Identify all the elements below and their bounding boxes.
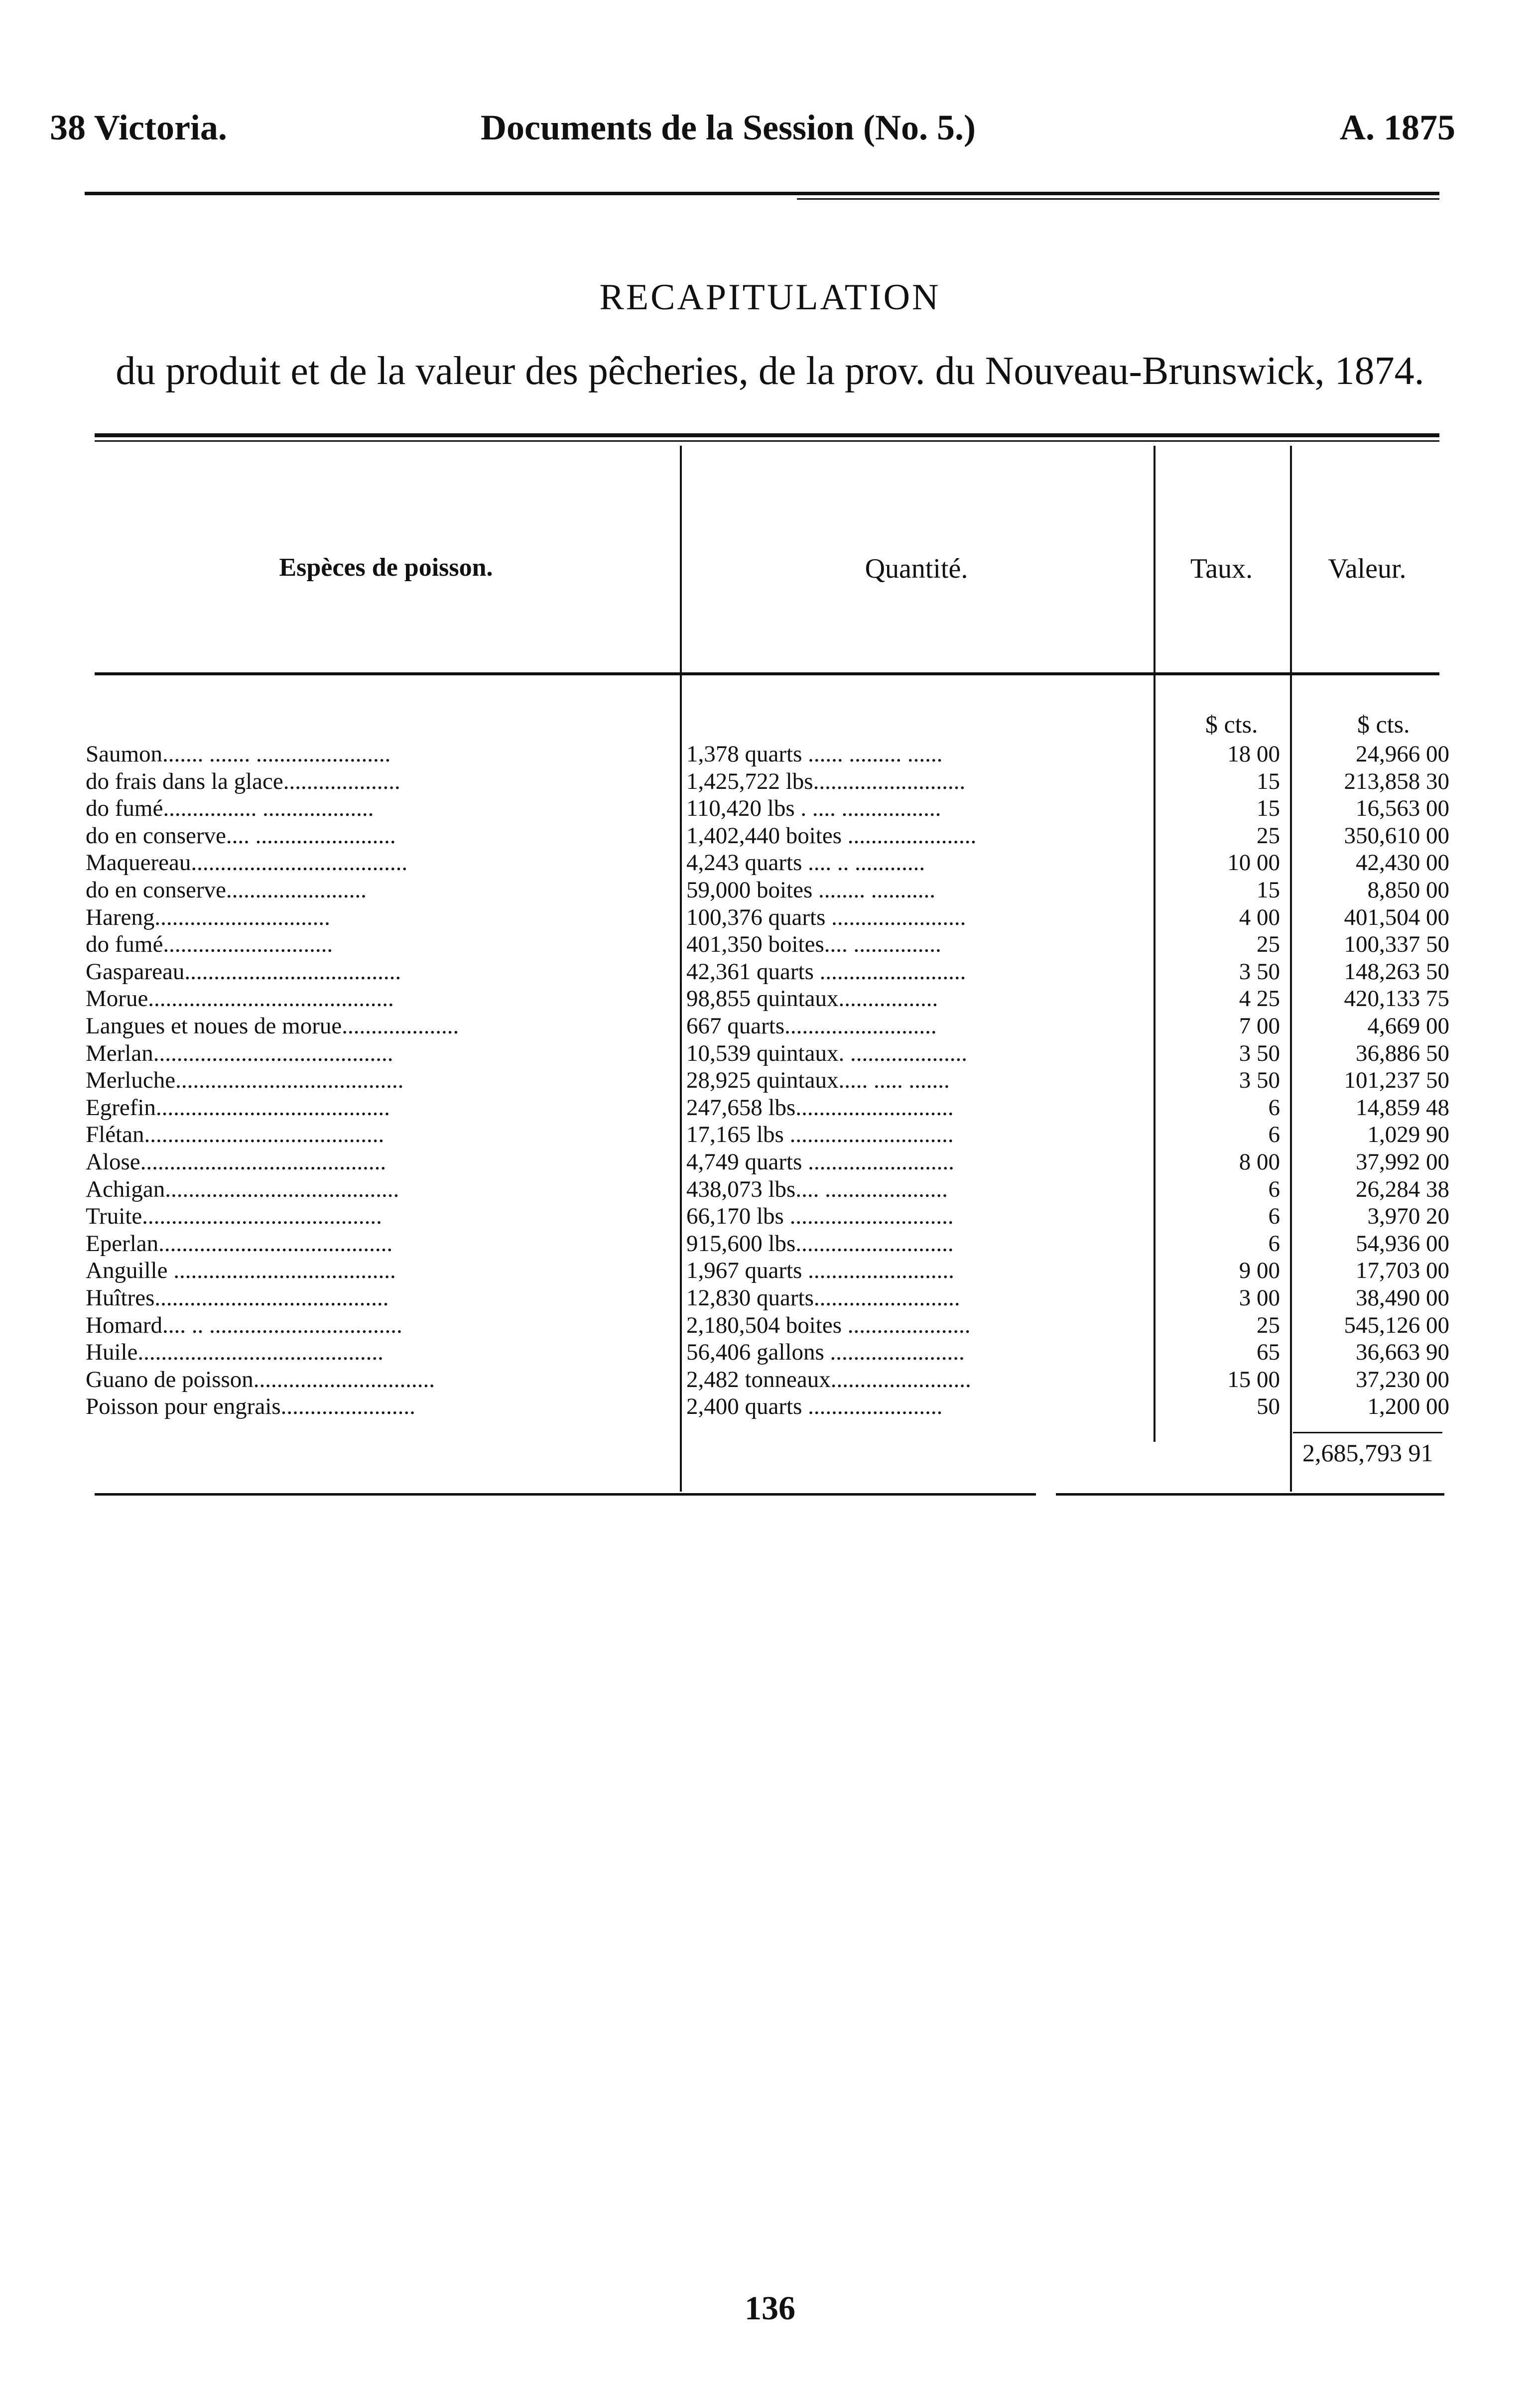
header-rule-thin [797, 198, 1439, 200]
column-header-species: Espèces de poisson. [279, 553, 493, 582]
quantity-cell: 1,967 quarts ......................... [686, 1258, 954, 1284]
quantity-cell: 100,376 quarts ....................... [686, 904, 966, 930]
rate-cell: 3 50 [1239, 1067, 1280, 1094]
value-cell: 38,490 00 [1356, 1285, 1449, 1311]
species-cell: Hareng.............................. [86, 904, 330, 930]
species-cell: Merluche....................................... [86, 1067, 404, 1094]
column-header-value: Valeur. [1328, 553, 1407, 584]
quantity-cell: 2,482 tonneaux........................ [686, 1366, 971, 1392]
value-cell: 420,133 75 [1344, 986, 1449, 1012]
species-cell: do fumé................ ................... [86, 795, 374, 822]
value-cell: 350,610 00 [1344, 822, 1449, 849]
table-row [0, 1339, 1540, 1366]
rate-cell: 4 25 [1239, 986, 1280, 1012]
table-row [0, 877, 1540, 903]
rate-cell: 6 [1268, 1094, 1280, 1121]
rate-cell: 15 [1257, 795, 1280, 822]
rate-cell: 9 00 [1239, 1258, 1280, 1284]
quantity-cell: 2,400 quarts ....................... [686, 1393, 943, 1420]
species-cell: Alose.......................................... [86, 1149, 386, 1175]
table-bottom-rule [95, 1493, 1036, 1496]
value-cell: 26,284 38 [1356, 1176, 1449, 1202]
rate-cell: 6 [1268, 1230, 1280, 1257]
rate-cell: 3 50 [1239, 958, 1280, 985]
quantity-cell: 66,170 lbs ............................ [686, 1203, 954, 1230]
table-row [0, 1230, 1540, 1257]
table-row [0, 985, 1540, 1012]
table-row [0, 1176, 1540, 1203]
species-cell: Eperlan........................................ [86, 1230, 393, 1257]
quantity-cell: 28,925 quintaux..... ..... ....... [686, 1067, 950, 1094]
table-row [0, 1366, 1540, 1393]
total-rule [1293, 1432, 1442, 1433]
quantity-cell: 10,539 quintaux. .................... [686, 1040, 967, 1066]
quantity-cell: 1,425,722 lbs.......................... [686, 768, 966, 794]
quantity-cell: 4,749 quarts ......................... [686, 1149, 954, 1175]
table-bottom-rule-right [1056, 1493, 1444, 1496]
value-cell: 3,970 20 [1367, 1203, 1449, 1230]
species-cell: do en conserve.... ........................ [86, 822, 396, 849]
quantity-cell: 667 quarts.......................... [686, 1013, 937, 1039]
quantity-cell: 401,350 boites.... ............... [686, 931, 941, 958]
header-rule [85, 192, 1439, 195]
rate-cell: 10 00 [1227, 850, 1280, 876]
quantity-cell: 59,000 boites ........ ........... [686, 877, 936, 903]
species-cell: do fumé............................. [86, 931, 333, 958]
species-cell: do frais dans la glace.................... [86, 768, 400, 794]
species-cell: Truite......................................... [86, 1203, 382, 1230]
species-cell: Poisson pour engrais....................... [86, 1393, 415, 1420]
value-cell: 100,337 50 [1344, 931, 1449, 958]
species-cell: Saumon....... ....... ....................... [86, 741, 391, 767]
value-cell: 545,126 00 [1344, 1312, 1449, 1338]
species-cell: Anguille ...................................... [86, 1258, 396, 1284]
table-top-rule [95, 433, 1439, 437]
rate-cell: 6 [1268, 1203, 1280, 1230]
rate-cell: 15 00 [1227, 1366, 1280, 1392]
rate-cell: 6 [1268, 1122, 1280, 1148]
species-cell: Gaspareau..................................... [86, 958, 401, 985]
table-row [0, 1094, 1540, 1121]
header-year: A. 1875 [1340, 108, 1455, 147]
table-row [0, 795, 1540, 822]
quantity-cell: 1,378 quarts ...... ......... ...... [686, 741, 943, 767]
total-value: 2,685,793 91 [1302, 1439, 1433, 1467]
table-row [0, 822, 1540, 849]
rate-cell: 7 00 [1239, 1013, 1280, 1039]
rate-cell: 4 00 [1239, 904, 1280, 930]
rate-cell: 25 [1257, 1312, 1280, 1338]
quantity-cell: 915,600 lbs........................... [686, 1230, 954, 1257]
quantity-cell: 2,180,504 boites ..................... [686, 1312, 971, 1338]
table-row [0, 1257, 1540, 1284]
value-cell: 4,669 00 [1367, 1013, 1449, 1039]
value-cell: 213,858 30 [1344, 768, 1449, 794]
rate-cell: 3 50 [1239, 1040, 1280, 1066]
value-cell: 17,703 00 [1356, 1258, 1449, 1284]
rate-cell: 15 [1257, 877, 1280, 903]
header-documents: Documents de la Session (No. 5.) [481, 108, 976, 147]
species-cell: Merlan......................................... [86, 1040, 393, 1066]
rate-cell: 18 00 [1227, 741, 1280, 767]
quantity-cell: 438,073 lbs.... ..................... [686, 1176, 948, 1202]
value-cell: 1,200 00 [1367, 1393, 1449, 1420]
rate-cell: 6 [1268, 1176, 1280, 1202]
rate-cell: 3 00 [1239, 1285, 1280, 1311]
quantity-cell: 98,855 quintaux................. [686, 986, 938, 1012]
table-row [0, 849, 1540, 876]
species-cell: Maquereau..................................... [86, 850, 408, 876]
value-cell: 36,886 50 [1356, 1040, 1449, 1066]
table-row [0, 1121, 1540, 1148]
table-row [0, 931, 1540, 958]
rate-cell: 25 [1257, 931, 1280, 958]
quantity-cell: 110,420 lbs . .... ................. [686, 795, 941, 822]
table-top-rule-thin [95, 440, 1439, 442]
quantity-cell: 12,830 quarts......................... [686, 1285, 960, 1311]
table-row [0, 1284, 1540, 1311]
species-cell: Achigan........................................ [86, 1176, 399, 1202]
species-cell: Homard.... .. ................................. [86, 1312, 402, 1338]
value-cell: 1,029 90 [1367, 1122, 1449, 1148]
page-number: 136 [745, 2289, 795, 2327]
quantity-cell: 56,406 gallons ....................... [686, 1339, 965, 1366]
header-bottom-rule [95, 672, 1439, 675]
species-cell: Morue.......................................... [86, 986, 394, 1012]
page-title: RECAPITULATION [599, 277, 941, 318]
value-cell: 54,936 00 [1356, 1230, 1449, 1257]
table-row [0, 904, 1540, 931]
table-row [0, 1012, 1540, 1039]
quantity-cell: 4,243 quarts .... .. ............ [686, 850, 925, 876]
value-cell: 8,850 00 [1367, 877, 1449, 903]
rate-cell: 25 [1257, 822, 1280, 849]
rate-cell: 8 00 [1239, 1149, 1280, 1175]
value-cell: 401,504 00 [1344, 904, 1449, 930]
value-unit-label: $ cts. [1357, 710, 1410, 738]
column-header-quantity: Quantité. [865, 553, 968, 584]
quantity-cell: 247,658 lbs........................... [686, 1094, 954, 1121]
quantity-cell: 42,361 quarts ......................... [686, 958, 966, 985]
table-row [0, 1067, 1540, 1094]
table-row [0, 768, 1540, 795]
value-cell: 37,230 00 [1356, 1366, 1449, 1392]
value-cell: 14,859 48 [1356, 1094, 1449, 1121]
rate-cell: 50 [1257, 1393, 1280, 1420]
rate-cell: 15 [1257, 768, 1280, 794]
table-row [0, 1312, 1540, 1339]
value-cell: 36,663 90 [1356, 1339, 1449, 1366]
table-row [0, 1040, 1540, 1067]
value-cell: 42,430 00 [1356, 850, 1449, 876]
species-cell: Egrefin........................................ [86, 1094, 390, 1121]
table-row [0, 1148, 1540, 1175]
page-subtitle: du produit et de la valeur des pêcheries, de la prov. du Nouveau-Brunswick, 1874. [116, 349, 1424, 393]
value-cell: 101,237 50 [1344, 1067, 1449, 1094]
value-cell: 37,992 00 [1356, 1149, 1449, 1175]
table-row [0, 958, 1540, 985]
value-cell: 16,563 00 [1356, 795, 1449, 822]
species-cell: Flétan......................................... [86, 1122, 385, 1148]
species-cell: do en conserve........................ [86, 877, 367, 903]
table-row [0, 1203, 1540, 1230]
table-row [0, 741, 1540, 767]
value-cell: 24,966 00 [1356, 741, 1449, 767]
rate-unit-label: $ cts. [1205, 710, 1258, 738]
quantity-cell: 17,165 lbs ............................ [686, 1122, 954, 1148]
species-cell: Langues et noues de morue.................... [86, 1013, 459, 1039]
quantity-cell: 1,402,440 boites ...................... [686, 822, 977, 849]
header-session: 38 Victoria. [50, 108, 227, 147]
table-row [0, 1393, 1540, 1420]
value-cell: 148,263 50 [1344, 958, 1449, 985]
species-cell: Huile.......................................... [86, 1339, 384, 1366]
column-header-rate: Taux. [1190, 553, 1253, 584]
rate-cell: 65 [1257, 1339, 1280, 1366]
species-cell: Huîtres........................................ [86, 1285, 389, 1311]
species-cell: Guano de poisson............................... [86, 1366, 435, 1392]
